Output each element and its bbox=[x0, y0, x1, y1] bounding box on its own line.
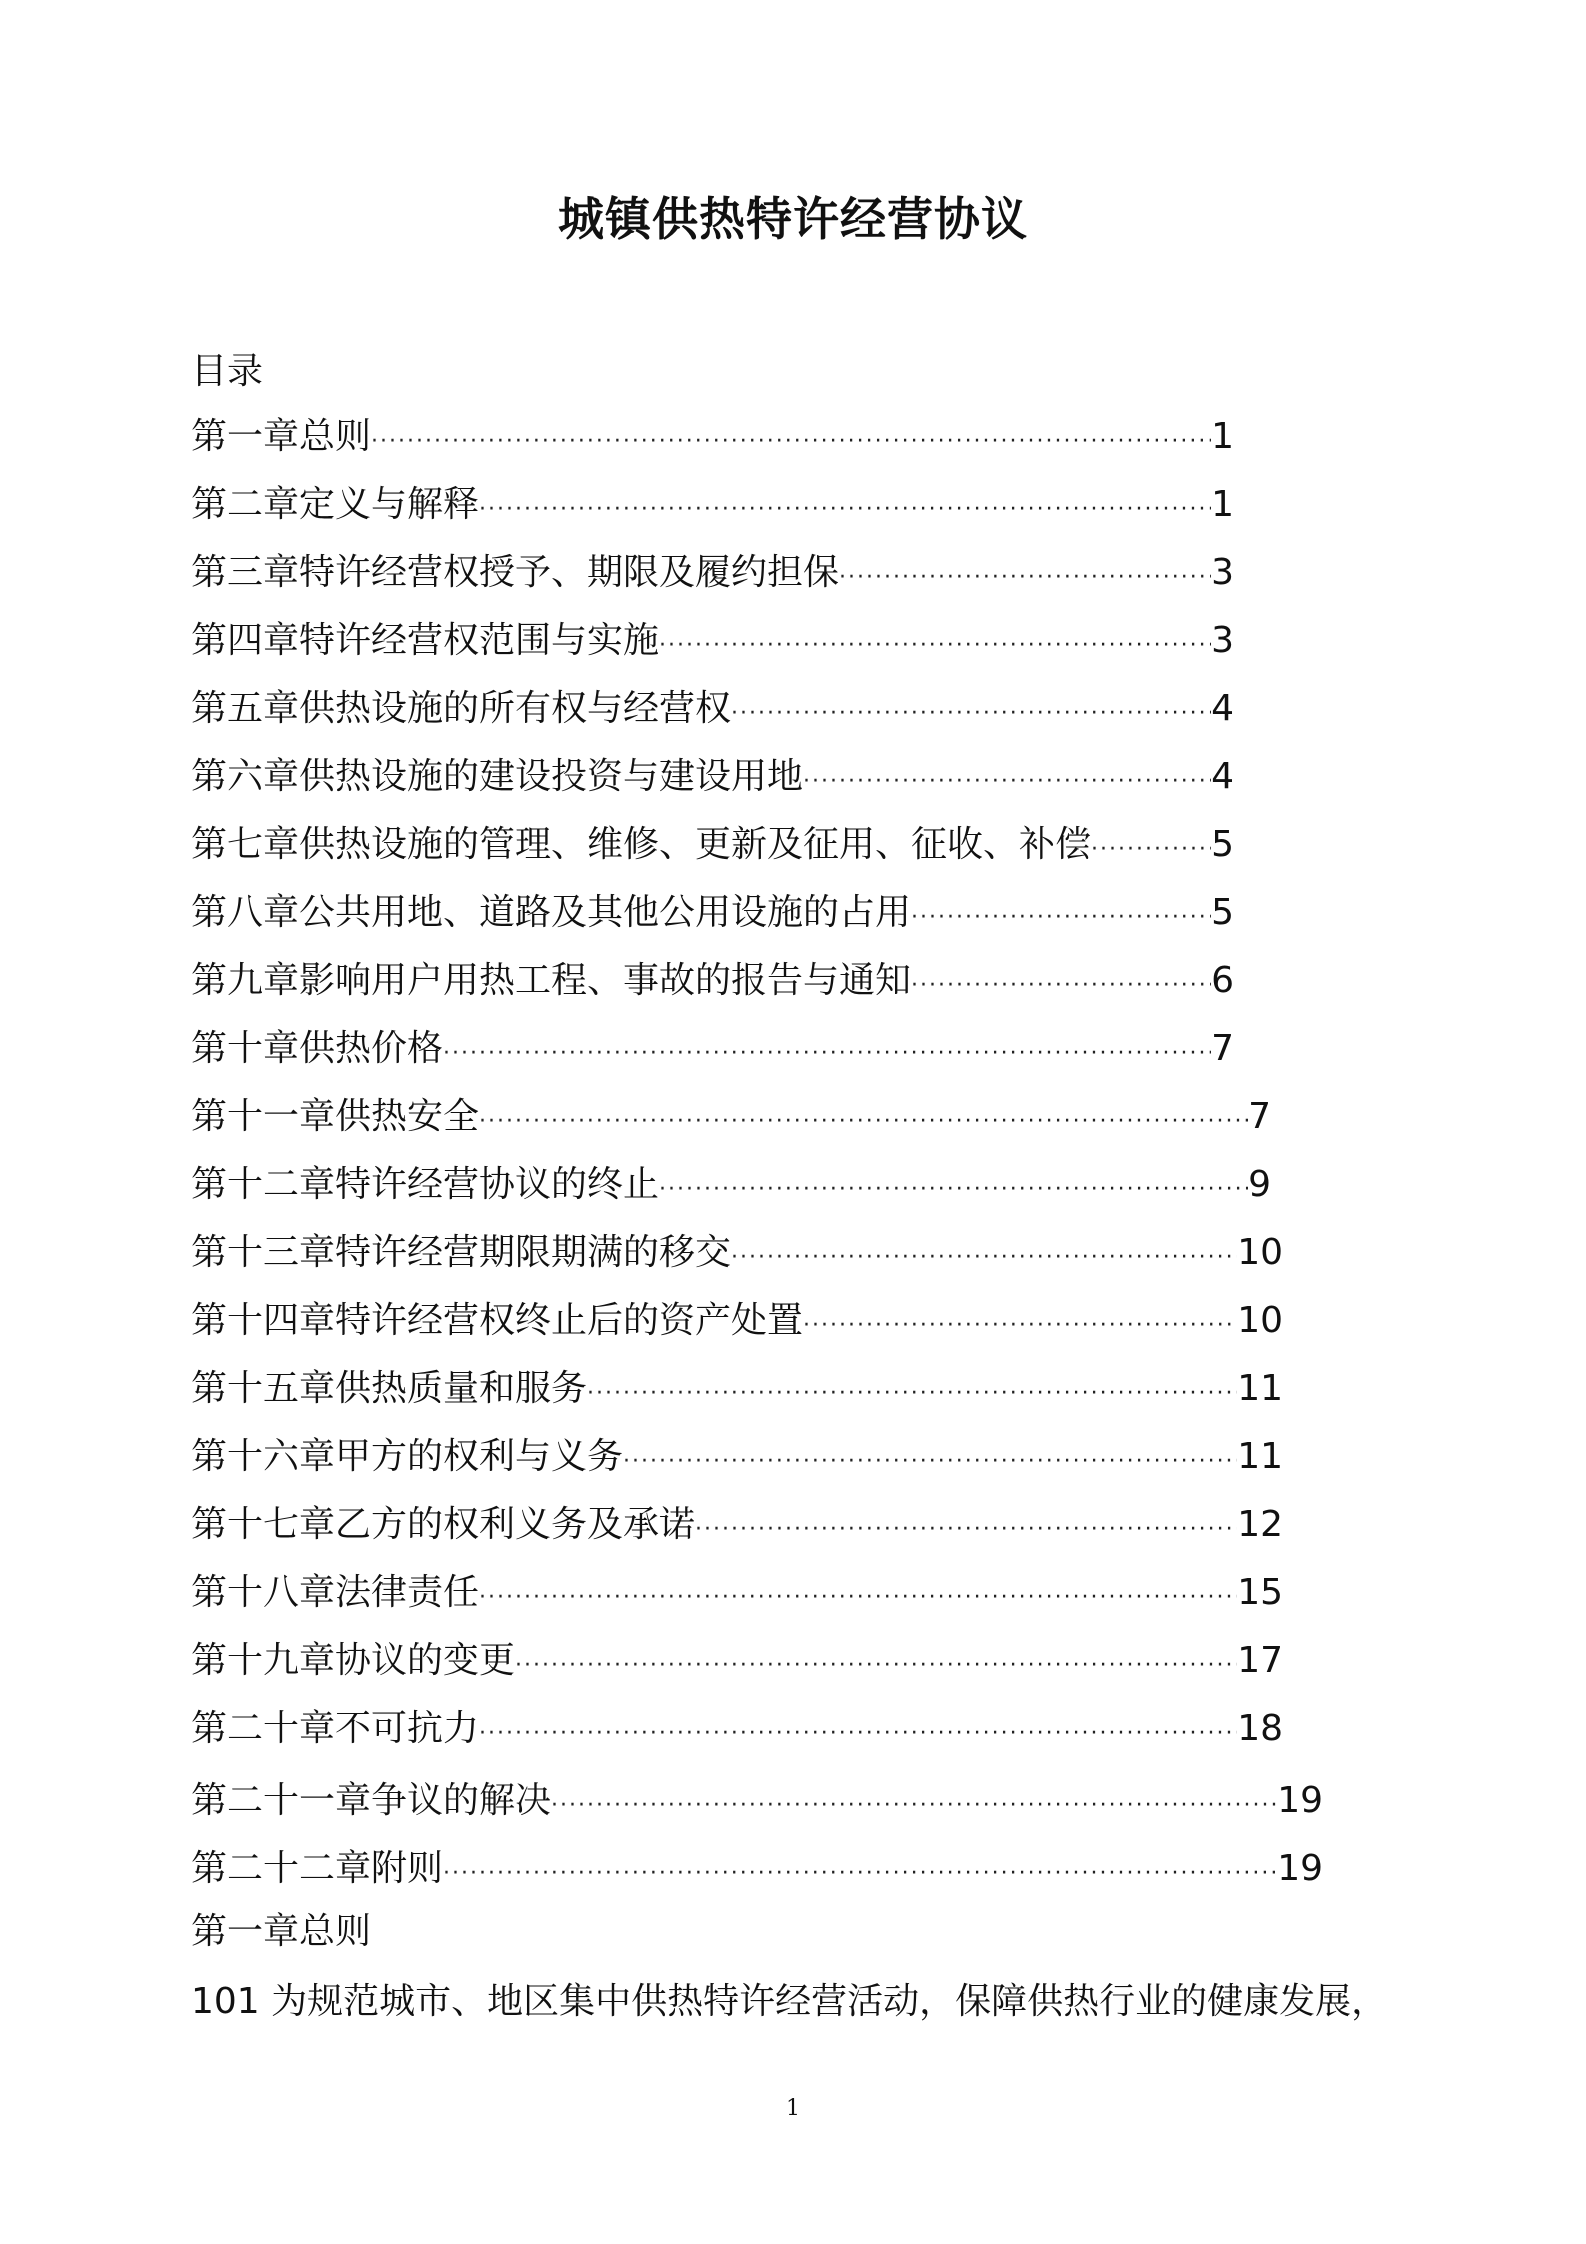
toc-entry-page: 10 bbox=[1237, 1232, 1283, 1273]
toc-entry-title: 第十九章协议的变更 bbox=[191, 1640, 516, 1681]
toc-dot-leader bbox=[839, 555, 1211, 601]
toc-entry-page: 7 bbox=[1211, 1028, 1234, 1069]
toc-dot-leader bbox=[479, 1711, 1237, 1757]
toc-entry[interactable] bbox=[191, 958, 1234, 1004]
toc-dot-leader bbox=[587, 1371, 1237, 1417]
toc-entry[interactable] bbox=[191, 754, 1234, 800]
toc-entry-page: 3 bbox=[1211, 620, 1234, 661]
toc-entry-page: 9 bbox=[1248, 1164, 1271, 1205]
toc-dot-leader bbox=[803, 1303, 1237, 1349]
toc-entry[interactable] bbox=[191, 1706, 1283, 1752]
toc-entry-page: 18 bbox=[1237, 1708, 1283, 1749]
toc-dot-leader bbox=[479, 487, 1211, 533]
toc-entry[interactable] bbox=[191, 686, 1234, 732]
toc-dot-leader bbox=[695, 1507, 1237, 1553]
toc-entry-title: 第三章特许经营权授予、期限及履约担保 bbox=[191, 552, 840, 593]
toc-entry-title: 第十八章法律责任 bbox=[191, 1572, 480, 1613]
toc-entry-title: 第五章供热设施的所有权与经营权 bbox=[191, 688, 732, 729]
toc-entry-page: 11 bbox=[1237, 1436, 1283, 1477]
page-number: 1 bbox=[786, 2096, 800, 2121]
toc-entry-page: 6 bbox=[1211, 960, 1234, 1001]
toc-entry-page: 11 bbox=[1237, 1368, 1283, 1409]
toc-entry-title: 第十五章供热质量和服务 bbox=[191, 1368, 588, 1409]
toc-dot-leader bbox=[659, 1167, 1248, 1213]
toc-dot-leader bbox=[515, 1643, 1237, 1689]
toc-entry-title: 第十三章特许经营期限期满的移交 bbox=[191, 1232, 732, 1273]
toc-entry-title: 第二十二章附则 bbox=[191, 1848, 444, 1889]
toc-entry-title: 第六章供热设施的建设投资与建设用地 bbox=[191, 756, 804, 797]
toc-dot-leader bbox=[371, 419, 1211, 465]
toc-entry-title: 第二章定义与解释 bbox=[191, 484, 480, 525]
toc-entry-title: 第十七章乙方的权利义务及承诺 bbox=[191, 1504, 696, 1545]
toc-entry-page: 5 bbox=[1211, 892, 1234, 933]
toc-entry[interactable] bbox=[191, 822, 1234, 868]
toc-entry-page: 5 bbox=[1211, 824, 1234, 865]
toc-entry[interactable] bbox=[191, 550, 1234, 596]
toc-entry-title: 第二十一章争议的解决 bbox=[191, 1780, 552, 1821]
toc-dot-leader bbox=[479, 1099, 1248, 1145]
toc-heading: 目录 bbox=[191, 351, 264, 392]
toc-dot-leader bbox=[659, 623, 1211, 669]
toc-dot-leader bbox=[731, 691, 1211, 737]
toc-entry[interactable] bbox=[191, 1434, 1283, 1480]
toc-dot-leader bbox=[911, 895, 1211, 941]
body-paragraph: 101 为规范城市、地区集中供热特许经营活动，保障供热行业的健康发展， bbox=[191, 1981, 1388, 2022]
toc-entry-page: 15 bbox=[1237, 1572, 1283, 1613]
toc-entry[interactable] bbox=[191, 1846, 1323, 1892]
toc-entry[interactable] bbox=[191, 1366, 1283, 1412]
toc-entry[interactable] bbox=[191, 1230, 1283, 1276]
toc-entry[interactable] bbox=[191, 618, 1234, 664]
toc-dot-leader bbox=[623, 1439, 1237, 1485]
toc-entry[interactable] bbox=[191, 1298, 1283, 1344]
toc-dot-leader bbox=[551, 1783, 1277, 1829]
document-title: 城镇供热特许经营协议 bbox=[558, 192, 1028, 246]
toc-entry-title: 第九章影响用户用热工程、事故的报告与通知 bbox=[191, 960, 912, 1001]
toc-dot-leader bbox=[911, 963, 1211, 1009]
toc-entry[interactable] bbox=[191, 1162, 1271, 1208]
toc-dot-leader bbox=[1091, 827, 1211, 873]
toc-entry-title: 第一章总则 bbox=[191, 416, 372, 457]
toc-dot-leader bbox=[479, 1575, 1237, 1621]
toc-entry[interactable] bbox=[191, 482, 1234, 528]
toc-entry-page: 1 bbox=[1211, 416, 1234, 457]
toc-entry-page: 4 bbox=[1211, 756, 1234, 797]
toc-entry-title: 第十六章甲方的权利与义务 bbox=[191, 1436, 624, 1477]
toc-entry-page: 7 bbox=[1248, 1096, 1271, 1137]
toc-entry-title: 第八章公共用地、道路及其他公用设施的占用 bbox=[191, 892, 912, 933]
toc-entry-title: 第十一章供热安全 bbox=[191, 1096, 480, 1137]
toc-entry-title: 第十四章特许经营权终止后的资产处置 bbox=[191, 1300, 804, 1341]
toc-entry[interactable] bbox=[191, 414, 1234, 460]
toc-entry-page: 19 bbox=[1277, 1780, 1323, 1821]
toc-dot-leader bbox=[443, 1851, 1277, 1897]
section-heading: 第一章总则 bbox=[191, 1911, 372, 1952]
toc-entry-title: 第十章供热价格 bbox=[191, 1028, 444, 1069]
toc-entry[interactable] bbox=[191, 1094, 1271, 1140]
toc-dot-leader bbox=[731, 1235, 1237, 1281]
toc-entry-page: 19 bbox=[1277, 1848, 1323, 1889]
toc-entry-title: 第七章供热设施的管理、维修、更新及征用、征收、补偿 bbox=[191, 824, 1092, 865]
toc-entry-title: 第四章特许经营权范围与实施 bbox=[191, 620, 660, 661]
toc-entry[interactable] bbox=[191, 890, 1234, 936]
toc-dot-leader bbox=[443, 1031, 1211, 1077]
toc-entry-page: 1 bbox=[1211, 484, 1234, 525]
toc-entry[interactable] bbox=[191, 1778, 1323, 1824]
toc-entry-page: 4 bbox=[1211, 688, 1234, 729]
toc-entry[interactable] bbox=[191, 1026, 1234, 1072]
toc-entry-title: 第十二章特许经营协议的终止 bbox=[191, 1164, 660, 1205]
toc-entry-page: 12 bbox=[1237, 1504, 1283, 1545]
toc-entry[interactable] bbox=[191, 1638, 1283, 1684]
toc-entry[interactable] bbox=[191, 1502, 1283, 1548]
toc-entry-page: 17 bbox=[1237, 1640, 1283, 1681]
toc-dot-leader bbox=[803, 759, 1211, 805]
toc-entry-page: 3 bbox=[1211, 552, 1234, 593]
toc-entry-page: 10 bbox=[1237, 1300, 1283, 1341]
toc-entry-title: 第二十章不可抗力 bbox=[191, 1708, 480, 1749]
toc-entry[interactable] bbox=[191, 1570, 1283, 1616]
